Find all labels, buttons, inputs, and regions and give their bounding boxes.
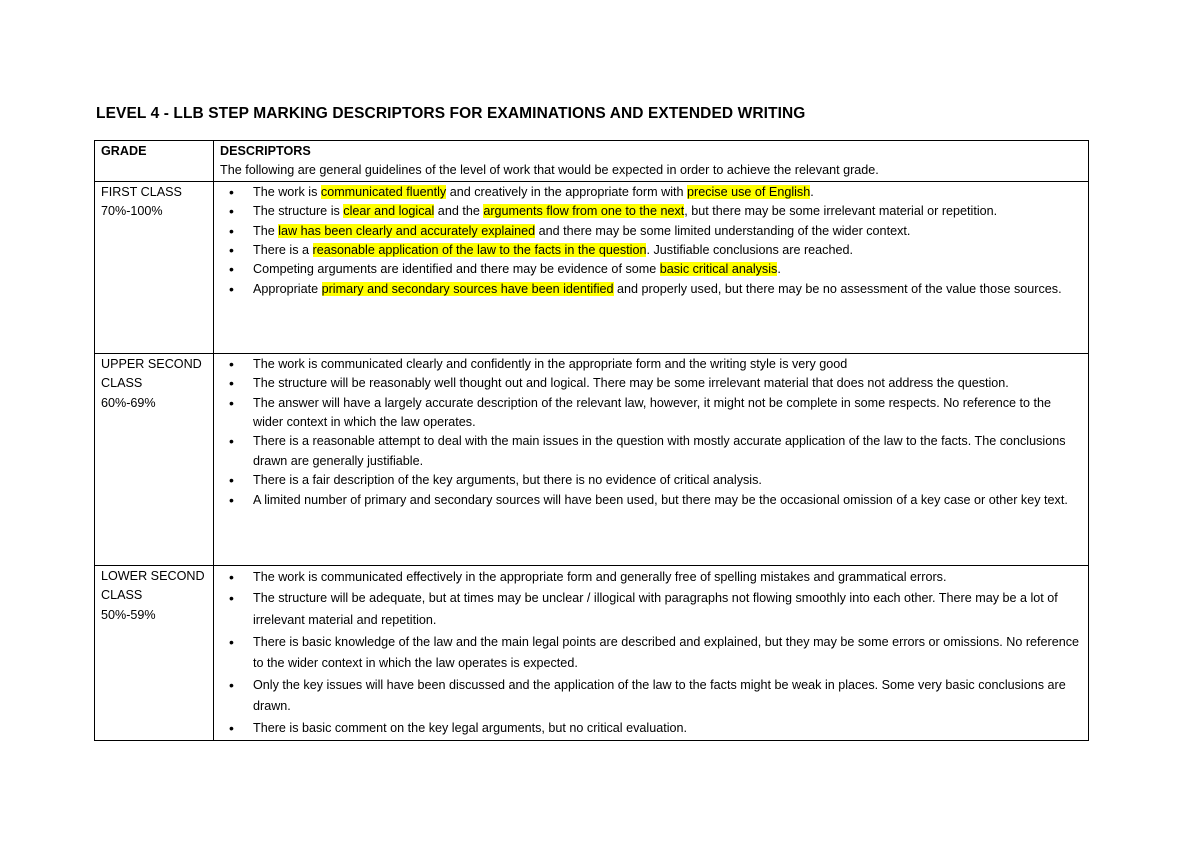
- highlighted-text: basic critical analysis: [659, 262, 778, 277]
- descriptors-header-cell: [214, 141, 1089, 182]
- descriptors-column-header: DESCRIPTORS: [220, 144, 311, 158]
- descriptor-text: Appropriate: [253, 281, 322, 296]
- descriptor-text: The work is communicated effectively in the appropriate form and generally free of spelling mistakes and grammatical errors.: [253, 569, 947, 584]
- descriptor-bullet: [220, 432, 1083, 471]
- descriptor-list: [220, 183, 1083, 299]
- descriptor-bullet: [220, 394, 1083, 433]
- descriptor-text: The answer will have a largely accurate description of the relevant law, however, it might not be complete in some respects. No reference to the wider context in which the law operates.: [253, 395, 1052, 430]
- descriptor-bullet: [220, 355, 1083, 374]
- grade-cell: [95, 181, 214, 353]
- highlighted-text: arguments flow from one to the next: [483, 204, 685, 219]
- descriptor-text: and the: [434, 204, 484, 219]
- descriptor-text: The structure will be adequate, but at times may be unclear / illogical with paragraphs not flowing smoothly into each other. There may be a lot of irrelevant material and repetition.: [253, 591, 1058, 627]
- grade-name: FIRST CLASS: [101, 184, 182, 199]
- descriptor-text: .: [777, 262, 781, 277]
- descriptor-bullet: [220, 491, 1083, 510]
- descriptor-text: . Justifiable conclusions are reached.: [646, 243, 853, 258]
- descriptor-bullet: [220, 718, 1083, 740]
- descriptor-text: The: [253, 223, 279, 238]
- descriptor-text: The work is communicated clearly and confidently in the appropriate form and the writing style is very good: [253, 356, 848, 371]
- descriptor-text: A limited number of primary and secondary sources will have been used, but there may be the occasional omission of a key case or other key text.: [253, 492, 1068, 507]
- grade-column-header: GRADE: [101, 144, 147, 158]
- highlighted-text: reasonable application of the law to the facts in the question: [312, 243, 647, 258]
- grade-header-cell: [95, 141, 214, 182]
- descriptor-text: The structure is: [253, 204, 344, 219]
- grade-range: 60%-69%: [101, 395, 156, 410]
- highlighted-text: precise use of English: [687, 184, 811, 199]
- highlighted-text: primary and secondary sources have been identified: [321, 281, 614, 296]
- grade-name: LOWER SECOND CLASS: [101, 568, 205, 603]
- descriptor-text: and there may be some limited understanding of the wider context.: [535, 223, 911, 238]
- descriptors-cell: [214, 181, 1089, 353]
- descriptor-text: and creatively in the appropriate form with: [446, 184, 688, 199]
- descriptor-bullet: [220, 588, 1083, 631]
- descriptors-cell: [214, 353, 1089, 565]
- highlighted-text: law has been clearly and accurately explained: [278, 223, 536, 238]
- grade-name: UPPER SECOND CLASS: [101, 356, 202, 391]
- descriptor-bullet: [220, 202, 1083, 221]
- descriptor-bullet: [220, 675, 1083, 718]
- descriptor-bullet: [220, 632, 1083, 675]
- descriptor-text: There is basic comment on the key legal arguments, but no critical evaluation.: [253, 720, 688, 735]
- table-row: [95, 181, 1089, 353]
- descriptor-text: and properly used, but there may be no assessment of the value those sources.: [613, 281, 1062, 296]
- descriptor-bullet: [220, 567, 1083, 589]
- grade-range: 70%-100%: [101, 204, 163, 219]
- descriptor-text: Only the key issues will have been discussed and the application of the law to the facts might be weak in places. Some very basic conclusions are drawn.: [253, 677, 1066, 714]
- descriptor-text: There is basic knowledge of the law and the main legal points are described and explained, but they may be some errors or omissions. No reference to the wider context in which the law operates is expected.: [253, 634, 1080, 671]
- descriptor-bullet: [220, 471, 1083, 490]
- descriptor-text: Competing arguments are identified and there may be evidence of some: [253, 262, 660, 277]
- table-row: [95, 565, 1089, 740]
- descriptor-text: There is a reasonable attempt to deal with the main issues in the question with mostly accurate application of the law to the facts. The conclusions drawn are generally justifiable.: [253, 434, 1066, 468]
- highlighted-text: clear and logical: [343, 204, 435, 219]
- grade-cell: [95, 353, 214, 565]
- table-row: [95, 353, 1089, 565]
- descriptor-bullet: [220, 183, 1083, 202]
- descriptor-bullet: [220, 241, 1083, 260]
- descriptor-text: The work is: [253, 184, 321, 199]
- descriptor-list: [220, 355, 1083, 510]
- descriptors-cell: [214, 565, 1089, 740]
- table-header-row: [95, 141, 1089, 182]
- descriptor-bullet: [220, 260, 1083, 279]
- descriptor-bullet: [220, 374, 1083, 393]
- grade-cell: [95, 565, 214, 740]
- descriptor-text: , but there may be some irrelevant material or repetition.: [684, 204, 998, 219]
- marking-descriptors-table: [94, 140, 1089, 741]
- descriptor-bullet: [220, 222, 1083, 241]
- descriptor-text: There is a: [253, 243, 313, 258]
- document-title: LEVEL 4 - LLB STEP MARKING DESCRIPTORS FOR EXAMINATIONS AND EXTENDED WRITING: [96, 105, 806, 122]
- descriptor-text: There is a fair description of the key arguments, but there is no evidence of critical analysis.: [253, 473, 762, 488]
- descriptor-text: The structure will be reasonably well thought out and logical. There may be some irrelevant material that does not address the question.: [253, 376, 1009, 391]
- descriptors-intro: The following are general guidelines of the level of work that would be expected in order to achieve the relevant grade.: [220, 163, 879, 178]
- highlighted-text: communicated fluently: [320, 184, 447, 199]
- grade-range: 50%-59%: [101, 607, 156, 622]
- descriptor-text: .: [810, 184, 814, 199]
- descriptor-list: [220, 567, 1083, 740]
- descriptor-bullet: [220, 280, 1083, 299]
